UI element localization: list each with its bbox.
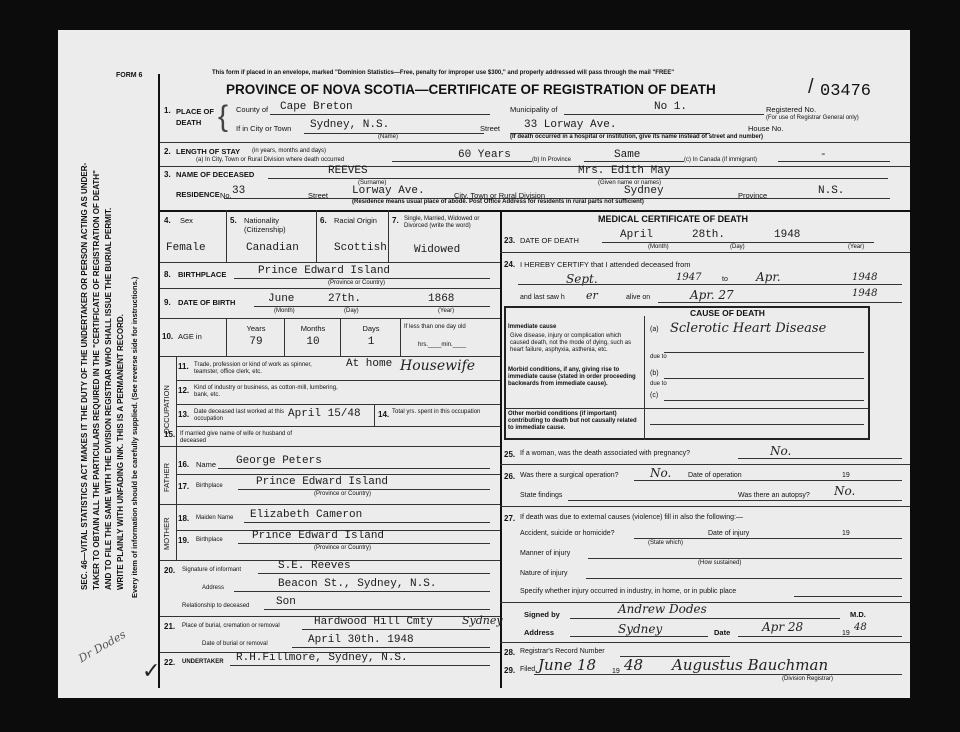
last-saw-alive-year: 1948 — [852, 288, 878, 299]
municipality-value: No 1. — [654, 101, 688, 113]
filed-year: 48 — [624, 656, 644, 674]
county-value: Cape Breton — [280, 101, 353, 113]
occupation-value: At home — [346, 358, 393, 370]
form-number: FORM 6 — [116, 72, 143, 79]
death-day: 28th. — [692, 229, 726, 241]
place-of-death-label: PLACE OF DEATH — [176, 107, 214, 127]
cause-a-handwritten: Sclerotic Heart Disease — [670, 321, 827, 336]
side-margin-text-1: SEC. 46—VITAL STATISTICS ACT MAKES IT THE DUTY OF THE UNDERTAKER OR PERSON ACTING AS UNDER- — [80, 162, 89, 590]
side-margin-text-2: TAKER TO OBTAIN ALL THE PARTICULARS REQUIRED IN THE "CERTIFICATE OF REGISTRATION OF DEATH" — [92, 170, 101, 590]
residence-city: Sydney — [624, 185, 664, 197]
birthplace-value: Prince Edward Island — [258, 265, 391, 277]
stay-province-value: Same — [614, 149, 641, 161]
age-years: 79 — [249, 336, 263, 348]
burial-date: April 30th. 1948 — [308, 634, 414, 646]
mother-birthplace: Prince Edward Island — [252, 530, 385, 542]
mail-notice: This form if placed in an envelope, marked "Dominion Statistics—Free, penalty for improper use $300," and properly addressed will pass through the mail "FREE" — [212, 70, 675, 76]
last-worked-value: April 15/48 — [288, 408, 361, 420]
dob-year: 1868 — [428, 293, 455, 305]
side-margin-text-4: WRITE PLAINLY WITH UNFADING INK. THIS IS A PERMANENT RECORD. — [116, 314, 125, 590]
stay-city-value: 60 Years — [458, 149, 511, 161]
sex-value: Female — [166, 242, 206, 254]
side-margin — [58, 30, 161, 698]
deceased-given-name: Mrs. Edith May — [578, 165, 671, 177]
mother-maiden-name: Elizabeth Cameron — [250, 509, 363, 521]
pregnancy-answer: No. — [770, 444, 792, 458]
dob-day: 27th. — [328, 293, 362, 305]
informant-address: Beacon St., Sydney, N.S. — [278, 578, 437, 590]
death-certificate: SEC. 46—VITAL STATISTICS ACT MAKES IT THE DUTY OF THE UNDERTAKER OR PERSON ACTING AS UNDER- TAKER TO OBTAIN ALL THE PARTICULARS REQUIRED IN THE "CERTIFICATE OF REGISTRATION OF DEATH" AND TO FILE THE SAME WITH THE DIVISION REGISTRAR WHO SHALL ISSUE THE BURIAL PERMIT. WRITE PLAINLY WITH UNFADING INK. THIS IS A PERMANENT RECORD. Every item of information should be carefully supplied. (See reverse side for instructions.) Dr Dodes ✓ FORM 6 This form if placed in an envelope, marked "Dominion Statistics—Free, penalty for improper use $300," and properly addressed will pass through the mail "FREE" PROVINCE OF NOVA SCOTIA—CERTIFICATE OF REGISTRATION OF DEATH 03476 / 1. PLACE OF DEATH { County of Cape Breton Municipality of No 1. Registered No. (For use of Registrar General only) If in City or Town Sydney, N.S. (Name) Street 33 Lorway Ave. House No. (If death occurred in a hospital or institution, give its name instead of street and number) 2. LENGTH OF STAY (in years, months and days) (a) In City, Town or Rural Division where death occurred 60 Years (b) In Province Same (c) In Canada (if immigrant) - 3. NAME OF DECEASED REEVES Mrs. Edith May (Surname) (Given name or names) RESIDENCE No. 33 Street Lorway Ave. City, Town or Rural Division Sydney Province N.S. (Residence means usual place of abode. Post Office Address for residents in rural parts not sufficient) 4. Sex Female 5. Nationality (Citizenship) Canadian 6. Racial Origin Scottish 7. Single, Married, Widowed or Divorced (write the word) Widowed 8. BIRTHPLACE Prince Edward Island (Province or Country) 9. DATE OF BIRTH June 27th. 1868 (Month) (Day) (Year) 10. AGE in Years Months Days 79 10 1 If less than one day old hrs.____min.____ OCCUPATION 11. Trade, profession or kind of work as spinner, teamster, office clerk, etc. At home Housewife 12. Kind of industry or business, as cotton-mill, lumbering, bank, etc. 13. Date deceased last worked at this occupation April 15/48 14. Total yrs. spent in this occupation 15. If married give name of wife or husband of deceased FATHER 16. Name George Peters 17. Birthplace Prince Edward Island (Province or Country) MOTHER 18. Maiden Name Elizabeth Cameron 19. Birthplace Prince Edward Island (Province or Country) 20. Signature of informant S.E. Reeves Address Beacon St., Sydney, N.S. Relationship to deceased Son 21. Place of burial, cremation or removal Hardwood Hill Cmty Sydney Date of burial or removal April 30th. 1948 22. UNDERTAKER R.H.Fillmore, Sydney, N.S. MEDICAL CERTIFICATE OF DEATH 23. DATE OF DEATH April 28th. 1948 (Month) (Day) (Year) 24. I HEREBY CERTIFY that I attended deceased from Sept. 1947 to Apr. 1948 and last saw h er alive on Apr. 27 1948 CAUSE OF DEATH Immediate cause Give disease, injury or complication which caused death, not the mode of dying, such as heart failure, asphyxia, asthenia, etc. (a) Sclerotic Heart Disease due to Morbid conditions, if any, giving rise to immediate cause (stated in order proceeding backwards from immediate cause). (b) due to (c) Other morbid conditions (if important) contributing to death but not causally related to immediate cause. 25. If a woman, was the death associated with pregnancy? No. 26. Was there a surgical operation? No. Date of operation 19 State findings Was there an autopsy? No. 27. If death was due to external causes (violence) fill in also the following:— Accident, suicide or homicide? Date of injury 19 (State which) Manner of injury (How sustained) Nature of injury Specify whether injury occurred in industry, in home, or in public place Signed by Andrew Dodes M.D. Address Sydney Date Apr 28 19 48 28. Registrar's Record Number 29. Filed June 18 19 48 Augustus Bauchman (Division Registrar) — [58, 30, 910, 698]
physician-address: Sydney — [618, 622, 663, 636]
father-vertical-label: FATHER — [162, 462, 171, 492]
physician-sign-year: 48 — [854, 622, 867, 633]
autopsy-answer: No. — [834, 484, 856, 498]
dob-month: June — [268, 293, 295, 305]
operation-answer: No. — [650, 466, 672, 480]
burial-place-handwritten: Sydney — [462, 614, 503, 627]
side-margin-text-5: Every item of information should be carefully supplied. (See reverse side for instructions.) — [130, 276, 139, 598]
father-birthplace: Prince Edward Island — [256, 476, 389, 488]
father-name: George Peters — [236, 455, 322, 467]
informant-relationship: Son — [276, 596, 296, 608]
death-year: 1948 — [774, 229, 801, 241]
racial-origin-value: Scottish — [334, 242, 387, 254]
mother-vertical-label: MOTHER — [162, 517, 171, 550]
division-registrar-signature: Augustus Bauchman — [672, 656, 829, 674]
last-saw-pronoun: er — [586, 289, 598, 302]
deceased-surname: REEVES — [328, 165, 368, 177]
physician-sign-date: Apr 28 — [762, 620, 804, 634]
city-value: Sydney, N.S. — [310, 119, 390, 131]
stay-canada-value: - — [820, 149, 827, 161]
attended-to-year: 1948 — [852, 272, 878, 283]
attended-from-year: 1947 — [676, 272, 702, 283]
residence-number: 33 — [232, 185, 246, 197]
pencil-note: Dr Dodes — [76, 627, 128, 666]
physician-signature: Andrew Dodes — [618, 602, 707, 616]
attended-to-month: Apr. — [756, 270, 781, 284]
street-value: 33 Lorway Ave. — [524, 119, 617, 131]
attended-from-month: Sept. — [566, 272, 598, 286]
undertaker-value: R.H.Fillmore, Sydney, N.S. — [236, 652, 408, 664]
occupation-vertical-label: OCCUPATION — [162, 385, 171, 434]
occupation-handwritten: Housewife — [400, 358, 476, 374]
certificate-number: 03476 — [820, 82, 872, 101]
medical-certificate-title: MEDICAL CERTIFICATE OF DEATH — [598, 214, 748, 224]
side-margin-text-3: AND TO FILE THE SAME WITH THE DIVISION REGISTRAR WHO SHALL ISSUE THE BURIAL PERMIT. — [104, 207, 113, 590]
burial-place: Hardwood Hill Cmty — [314, 616, 433, 628]
residence-street: Lorway Ave. — [352, 185, 425, 197]
death-month: April — [620, 229, 654, 241]
age-months: 10 — [306, 336, 320, 348]
marital-status-value: Widowed — [414, 244, 461, 256]
check-mark: ✓ — [142, 658, 161, 683]
last-saw-alive-date: Apr. 27 — [690, 288, 734, 302]
certificate-title: PROVINCE OF NOVA SCOTIA—CERTIFICATE OF REGISTRATION OF DEATH — [226, 82, 716, 97]
age-days: 1 — [367, 336, 375, 348]
residence-province: N.S. — [818, 185, 845, 197]
informant-signature: S.E. Reeves — [278, 560, 351, 572]
filed-date: June 18 — [538, 656, 597, 674]
nationality-value: Canadian — [246, 242, 299, 254]
